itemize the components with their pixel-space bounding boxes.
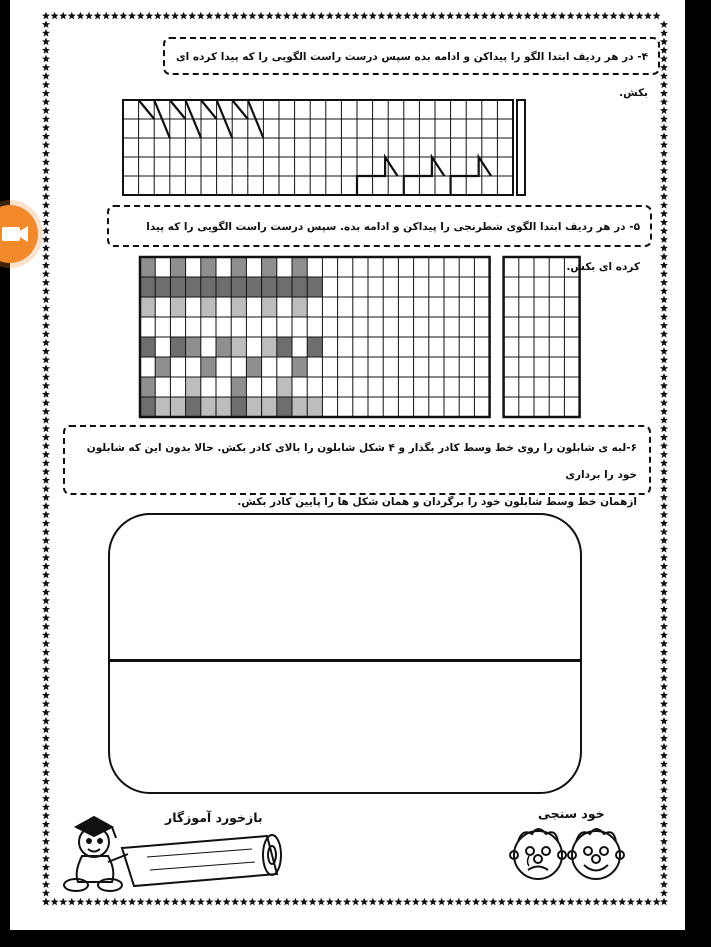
- question-5-text: ۵- در هر ردیف ابتدا الگوی شطرنجی را پیداکن و ادامه بده. سپس درست راست الگویی را که پیدا کرده ای بکش.: [146, 221, 640, 273]
- graduate-scroll-illustration: [52, 812, 290, 894]
- question-6-line-2: ازهمان خط وسط شابلون خود را برگردان و همان شکل ها را پایین کادر بکش.: [237, 496, 637, 508]
- self-assessment-faces: [508, 822, 628, 884]
- stencil-drawing-frame[interactable]: [108, 513, 582, 794]
- question-4-instruction: [163, 37, 660, 99]
- question-4-text: ۴- در هر ردیف ابتدا الگو را پیداکن و ادامه بده سپس درست راست الگویی را که پیدا کرده ای بکش.: [175, 51, 648, 99]
- pattern-grid-lines: [120, 98, 530, 198]
- camera-glyph-icon: [0, 205, 38, 263]
- camera-badge-icon[interactable]: [0, 205, 38, 263]
- sad-face-icon: [510, 829, 566, 879]
- self-assessment-label: خود سنجی: [538, 806, 605, 821]
- grid-1-step-pattern: [357, 157, 491, 195]
- scroll-icon: [122, 835, 281, 886]
- happy-face-icon: [568, 829, 624, 879]
- frame-middle-line: [110, 659, 581, 662]
- grid-1-cells: [123, 100, 525, 195]
- worksheet-page: [10, 0, 685, 930]
- question-6-line-1: ۶-لبه ی شابلون را روی خط وسط کادر بگذار و ۴ شکل شابلون را بالای کادر بکش. حالا بدون این که شابلون خود را برداری: [86, 442, 637, 481]
- grid-1-answer-column: [517, 100, 525, 195]
- graduate-boy-icon: [64, 817, 128, 891]
- question-6-instruction: [63, 425, 651, 508]
- checker-pattern-grid: [128, 255, 583, 421]
- grid-2-answer-grid: [504, 257, 580, 417]
- question-5-instruction: [107, 205, 652, 273]
- teacher-feedback-label: بازخورد آموزگار: [165, 810, 263, 825]
